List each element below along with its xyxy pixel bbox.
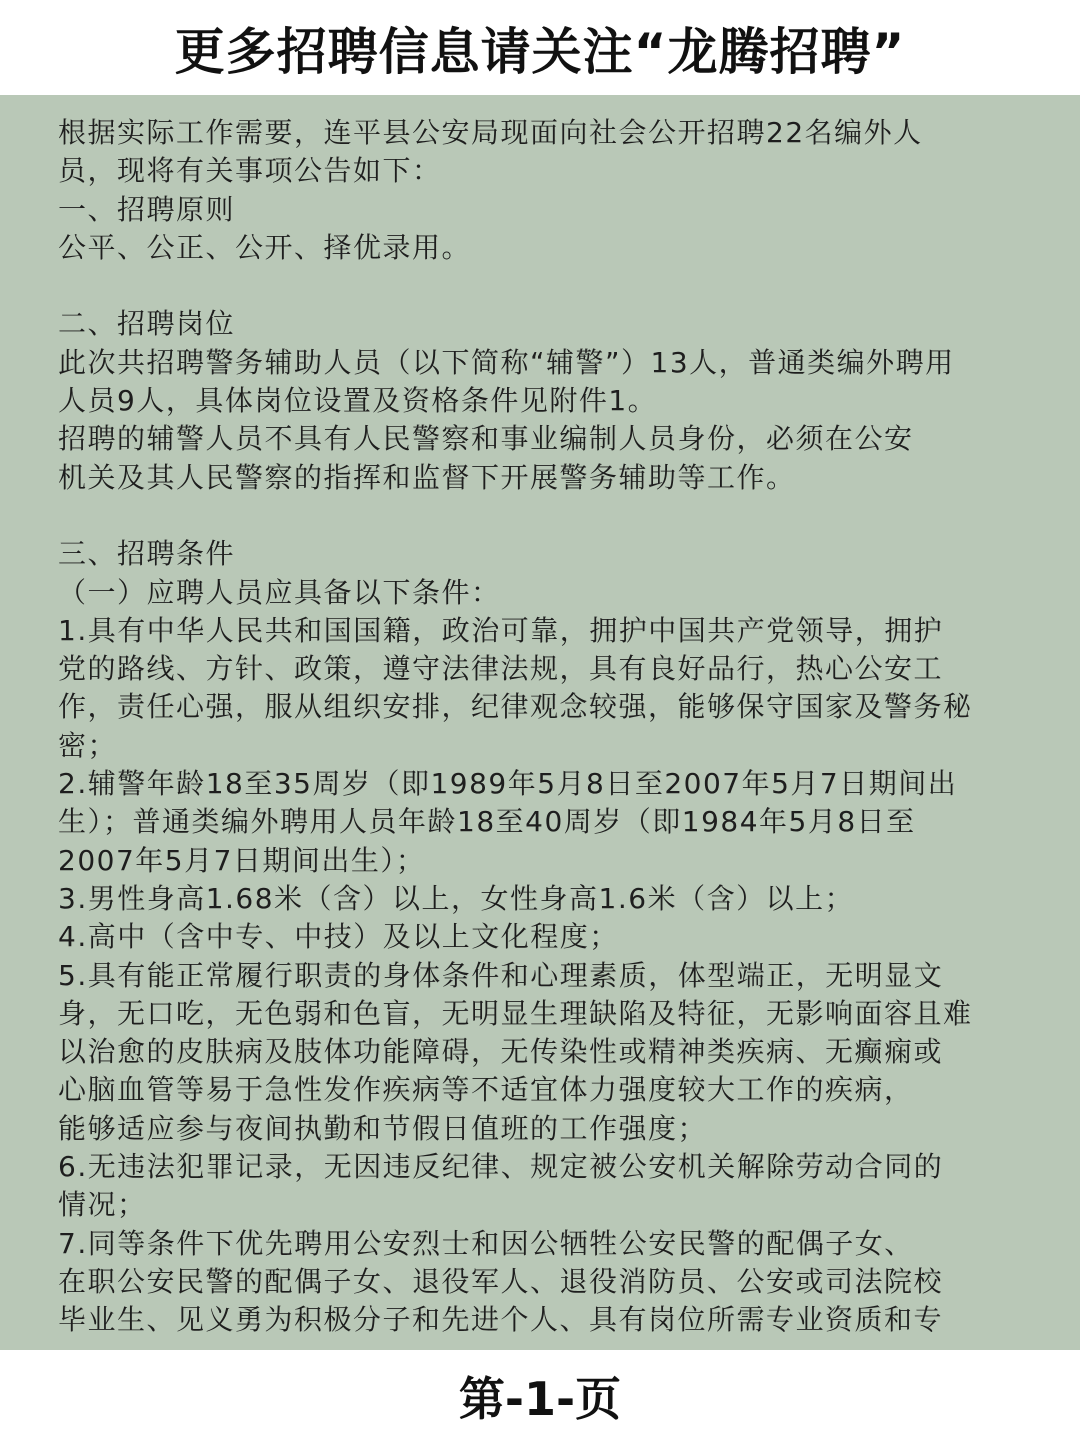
- text-line: 在职公安民警的配偶子女、退役军人、退役消防员、公安或司法院校: [58, 1264, 944, 1298]
- text-line: 作，责任心强，服从组织安排，纪律观念较强，能够保守国家及警务秘: [58, 690, 973, 724]
- text-line: 以治愈的皮肤病及肢体功能障碍，无传染性或精神类疾病、无癫痫或: [58, 1035, 944, 1069]
- text-line: 密；: [58, 728, 118, 762]
- text-line: 员，现将有关事项公告如下：: [58, 154, 442, 188]
- text-line: 此次共招聘警务辅助人员（以下简称“辅警”）13人，普通类编外聘用: [58, 345, 955, 379]
- text-line: 毕业生、见义勇为积极分子和先进个人、具有岗位所需专业资质和专: [58, 1303, 944, 1337]
- text-line: 心脑血管等易于急性发作疾病等不适宜体力强度较大工作的疾病，: [58, 1073, 914, 1107]
- text-line: 能够适应参与夜间执勤和节假日值班的工作强度；: [58, 1111, 708, 1145]
- text-line: 情况；: [58, 1188, 147, 1222]
- text-line: 生）；普通类编外聘用人员年龄18至40周岁（即1984年5月8日至: [58, 805, 916, 839]
- blank-line: [58, 497, 1040, 535]
- text-line: 1.具有中华人民共和国国籍，政治可靠，拥护中国共产党领导，拥护: [58, 613, 944, 647]
- page-header: [0, 0, 1080, 95]
- text-line: （一）应聘人员应具备以下条件：: [58, 575, 501, 609]
- text-line: 身，无口吃，无色弱和色盲，无明显生理缺陷及特征，无影响面容且难: [58, 996, 973, 1030]
- text-line: 4.高中（含中专、中技）及以上文化程度；: [58, 920, 619, 954]
- page-footer: [0, 1350, 1080, 1442]
- text-line: 7.同等条件下优先聘用公安烈士和因公牺牲公安民警的配偶子女、: [58, 1226, 914, 1260]
- text-line: 根据实际工作需要，连平县公安局现面向社会公开招聘22名编外人: [58, 116, 923, 149]
- text-line: 2.辅警年龄18至35周岁（即1989年5月8日至2007年5月7日期间出: [58, 767, 958, 801]
- text-line: 3.男性身高1.68米（含）以上，女性身高1.6米（含）以上；: [58, 881, 855, 915]
- text-line: 机关及其人民警察的指挥和监督下开展警务辅助等工作。: [58, 460, 796, 494]
- blank-line: [58, 267, 1040, 305]
- text-line: 公平、公正、公开、择优录用。: [58, 230, 472, 264]
- text-line: 人员9人，具体岗位设置及资格条件见附件1。: [58, 384, 658, 418]
- text-line: 招聘的辅警人员不具有人民警察和事业编制人员身份，必须在公安: [58, 422, 914, 456]
- header-title: 更多招聘信息请关注“龙腾招聘”: [174, 22, 906, 81]
- text-line: 5.具有能正常履行职责的身体条件和心理素质，体型端正，无明显文: [58, 958, 944, 992]
- section-heading: 三、招聘条件: [58, 537, 236, 571]
- announcement-body: [0, 95, 1080, 1350]
- text-line: 2007年5月7日期间出生）；: [58, 843, 426, 877]
- section-heading: 一、招聘原则: [58, 192, 236, 226]
- page-number: 第-1-页: [458, 1372, 622, 1426]
- text-line: 6.无违法犯罪记录，无因违反纪律、规定被公安机关解除劳动合同的: [58, 1150, 944, 1184]
- section-heading: 二、招聘岗位: [58, 307, 236, 341]
- text-line: 党的路线、方针、政策，遵守法律法规，具有良好品行，热心公安工: [58, 652, 944, 686]
